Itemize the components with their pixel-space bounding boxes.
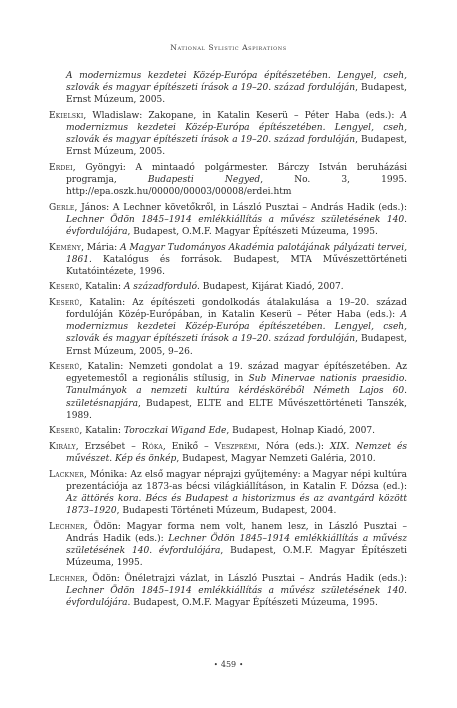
entry-text: , Budapest, Ernst Múzeum, 2005, 9–26. bbox=[66, 334, 407, 357]
entry-text: , Budapest, Holnap Kiadó, 2007. bbox=[226, 426, 376, 437]
bibliography-entry bbox=[49, 162, 407, 198]
entry-title-italic: A modernizmus kezdetei Közép-Európa építészetében. Lengyel, cseh, szlovák és magyar építészeti írások a 19–20. század fordulóján bbox=[66, 310, 407, 345]
bibliography-entry bbox=[49, 297, 407, 357]
entry-text: , Mária: bbox=[81, 242, 121, 253]
bibliography-entry bbox=[49, 202, 407, 238]
entry-author: Veszprémi bbox=[214, 441, 258, 452]
bibliography-entry bbox=[49, 281, 407, 293]
entry-text: , Budapest, ELTE and ELTE Művészettörténeti Tanszék, 1989. bbox=[66, 398, 407, 421]
folio-bullet-right: • bbox=[239, 661, 244, 669]
entry-text: , Wladislaw: Zakopane, in Katalin Keserü – Péter Haba (eds.): bbox=[83, 110, 401, 121]
bibliography-entry bbox=[49, 521, 407, 569]
entry-author: Kemény bbox=[49, 242, 82, 253]
bibliography-list bbox=[49, 70, 407, 613]
entry-text: , Budapest, Magyar Nemzeti Galéria, 2010. bbox=[176, 454, 376, 465]
entry-text: , Katalin: Nemzeti gondolat a 19. század magyar építészetében. Az egyetemestől a regionális stílusig, in bbox=[66, 362, 407, 385]
entry-author: Lechner bbox=[49, 573, 85, 584]
entry-author: Ekielski bbox=[49, 110, 84, 121]
bibliography-entry bbox=[49, 361, 407, 421]
entry-text: , Budapest, Ernst Múzeum, 2005. bbox=[66, 83, 407, 106]
entry-text: Katalógus és források. Budapest, MTA Művészettörténeti Kutatóintézete, 1996. bbox=[66, 254, 407, 277]
bibliography-entry bbox=[49, 441, 407, 465]
entry-title-italic: A századforduló. bbox=[123, 282, 200, 293]
entry-title-italic: A modernizmus kezdetei Közép-Európa építészetében. Lengyel, cseh, szlovák és magyar építészeti írások a 19–20. század fordulóján bbox=[66, 110, 407, 146]
entry-text: , Ödön: Önéletrajzi vázlat, in László Pusztai – András Hadik (eds.): bbox=[84, 573, 407, 584]
entry-author: Róka bbox=[141, 441, 163, 452]
entry-text: , Katalin: bbox=[79, 282, 124, 293]
entry-text: , Budapest, Ernst Múzeum, 2005. bbox=[66, 135, 407, 158]
page-folio bbox=[0, 660, 457, 669]
entry-title-italic: Lechner Ödön 1845–1914 emlékkiállítás a művész születésének 140. évfordulójára bbox=[66, 585, 407, 608]
entry-title-italic: XIX. Nemzet és művészet. Kép és önkép bbox=[66, 441, 408, 465]
entry-author: Keserü bbox=[49, 282, 80, 293]
bibliography-entry bbox=[49, 242, 407, 278]
entry-author: Keserü bbox=[49, 426, 80, 437]
entry-text: , Nóra (eds.): bbox=[257, 441, 330, 452]
entry-author: Keserü bbox=[49, 362, 80, 373]
entry-title-italic: Budapesti Negyed bbox=[147, 174, 261, 185]
running-head: National Sylistic Aspirations bbox=[170, 43, 287, 52]
entry-text: , Katalin: Az építészeti gondolkodás átalakulása a 19–20. század fordulóján Közép-Európában, in Katalin Keserü – Péter Haba (eds.): bbox=[66, 298, 407, 321]
entry-text: , Budapest, O.M.F. Magyar Építészeti Múzeuma, 1995. bbox=[127, 226, 378, 237]
entry-text: , Gyöngyi: A mintaadó polgármester. Bárczy István beruházási programja, bbox=[66, 162, 407, 185]
entry-text: , Mónika: Az első magyar néprajzi gyűjtemény: a Magyar népi kultúra prezentációja az 1873-as bécsi világkiállításon, in Katalin F. Dózsa (ed.): bbox=[66, 469, 407, 492]
entry-text: , Enikő – bbox=[162, 441, 215, 452]
entry-author: Lackner bbox=[49, 469, 84, 480]
entry-author: Gerle bbox=[49, 202, 75, 213]
entry-author: Király bbox=[49, 441, 76, 452]
entry-author: Erdei bbox=[49, 162, 73, 173]
bibliography-entry bbox=[49, 110, 407, 158]
entry-text: . Budapest, O.M.F. Magyar Építészeti Múzeuma, 1995. bbox=[127, 597, 378, 608]
entry-text: , Ödön: Magyar forma nem volt, hanem lesz, in László Pusztai – András Hadik (eds.): bbox=[66, 521, 407, 544]
entry-text: , No. 3, 1995. http://epa.oszk.hu/00000/00003/00008/erdei.htm bbox=[66, 174, 407, 198]
bibliography-entry bbox=[49, 70, 407, 106]
entry-text: , János: A Lechner követőkről, in László Pusztai – András Hadik (eds.): bbox=[74, 202, 407, 213]
bibliography-entry bbox=[49, 425, 407, 437]
entry-author: Keserü bbox=[49, 298, 80, 309]
entry-author: Lechner bbox=[49, 521, 85, 532]
entry-text: , Katalin: bbox=[79, 426, 124, 437]
bibliography-entry bbox=[49, 573, 407, 609]
page-number: 459 bbox=[220, 660, 237, 669]
entry-title-italic: Az ättörés kora. Bécs és Budapest a historizmus és az avantgárd között 1873–1920 bbox=[66, 493, 407, 517]
entry-text: , Erzsébet – bbox=[75, 441, 142, 452]
entry-title-italic: Toroczkai Wigand Ede bbox=[123, 426, 227, 437]
entry-title-italic: Lechner Ödön 1845–1914 emlékkiállítás a művész születésének 140. évfordulójára bbox=[66, 533, 407, 556]
entry-title-italic: A modernizmus kezdetei Közép-Európa építészetében. Lengyel, cseh, szlovák és magyar építészeti írások a 19–20. század fordulóján bbox=[66, 71, 407, 94]
bibliography-entry bbox=[49, 469, 407, 517]
entry-text: , Budapest, O.M.F. Magyar Építészeti Múzeuma, 1995. bbox=[66, 545, 407, 568]
entry-text: Budapest, Kijárat Kiadó, 2007. bbox=[199, 282, 344, 293]
entry-text: , Budapesti Történeti Múzeum, Budapest, 2004. bbox=[116, 506, 337, 517]
entry-title-italic: Sub Minervae nationis praesidio. Tanulmányok a nemzeti kultúra kérdésköréből Németh Lajos 60. születésnapjára bbox=[66, 374, 407, 409]
folio-bullet-left: • bbox=[213, 661, 218, 669]
entry-title-italic: A Magyar Tudományos Akadémia palotájának pályázati tervei, 1861. bbox=[66, 242, 408, 265]
entry-title-italic: Lechner Ödön 1845–1914 emlékkiállítás a művész születésének 140. évfordulójára bbox=[66, 214, 407, 237]
